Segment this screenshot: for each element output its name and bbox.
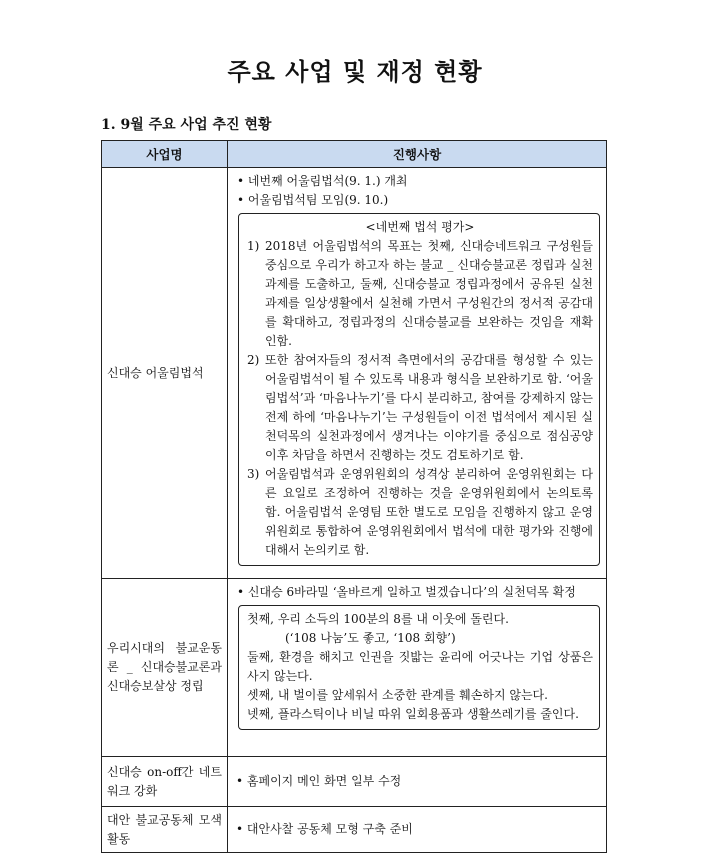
header-project-name: 사업명 <box>102 141 228 168</box>
item-number: 3) <box>247 467 260 481</box>
header-progress: 진행사항 <box>228 141 607 168</box>
item-number: 2) <box>247 353 260 367</box>
bullet-item: • 대안사찰 공동체 모형 구축 준비 <box>236 822 413 836</box>
bullet-item: • 네번째 어울림법석(9. 1.) 개최 <box>237 174 408 188</box>
item-text: 어울림법석과 운영위원회의 성격상 분리하여 운영위원회는 다른 요일로 조정하여 진행하는 것을 운영위원회에서 논의토록 함. 어울림법석 운영팀 또한 별도로 모임을 진행하지 않고 운영위원회로 통합하여 운영위원회에서 법석에 대한 평가와 진행에 대해서 논의키로 함. <box>265 467 593 557</box>
item-text: 2018년 어울림법석의 목표는 첫째, 신대승네트워크 구성원들 중심으로 우리가 하고자 하는 불교 _ 신대승불교론 정립과 실천과제를 도출하고, 둘째, 신대승불교 정립과정에서 공유된 실천과제를 일상생활에서 실천해 가면서 구성원간의 정서적 공감대를 확대하고, 정립과정의 신대승불교를 보완하는 것임을 재확인함. <box>265 239 593 348</box>
table-row <box>102 168 607 579</box>
evaluation-box <box>238 213 600 566</box>
table-row <box>102 579 607 757</box>
bullet-item: • 홈페이지 메인 화면 일부 수정 <box>236 774 402 788</box>
bullet-item: • 어울림법석팀 모임(9. 10.) <box>237 193 389 207</box>
progress-cell <box>228 579 607 757</box>
list-item <box>247 465 593 560</box>
practice-line: 셋째, 내 벌이를 앞세워서 소중한 관계를 훼손하지 않는다. <box>247 688 548 702</box>
practice-line: 둘째, 환경을 해치고 인권을 짓밟는 윤리에 어긋나는 기업 상품은 사지 않는다. <box>247 650 593 683</box>
project-table <box>101 140 607 853</box>
item-text: 또한 참여자들의 정서적 측면에서의 공감대를 형성할 수 있는 어울림법석이 될 수 있도록 내용과 형식을 보완하기로 함. ‘어울림법석’과 ‘마음나누기’를 다시 분리하고, 참여를 강제하지 않는 전제 하에 ‘마음나누기’는 구성원들이 이전 법석에서 제시된 실천덕목의 실천과정에서 생겨나는 이야기를 중심으로 점심공양 이후 차담을 하면서 진행하는 것도 검토하기로 함. <box>265 353 593 462</box>
item-number: 1) <box>247 239 260 253</box>
evaluation-box-title: <네번째 법석 평가> <box>365 220 475 234</box>
bullet-item: • 신대승 6바라밀 ‘올바르게 일하고 벌겠습니다’의 실천덕목 확정 <box>237 585 576 599</box>
progress-cell <box>228 168 607 579</box>
practice-line: 넷째, 플라스틱이나 비닐 따위 일회용품과 생활쓰레기를 줄인다. <box>247 707 579 721</box>
practice-line: (‘108 나눔’도 좋고, ‘108 회향’) <box>285 631 456 645</box>
practice-line: 첫째, 우리 소득의 100분의 8를 내 이웃에 돌린다. <box>247 612 509 626</box>
section-heading: 1. 9월 주요 사업 추진 현황 <box>101 117 272 133</box>
table-row <box>102 807 607 853</box>
progress-cell <box>228 807 607 853</box>
list-item <box>247 351 593 465</box>
project-name: 신대승 어울림법석 <box>102 168 228 579</box>
table-header-row <box>102 141 607 168</box>
list-item <box>247 237 593 351</box>
project-name: 대안 불교공동체 모색 활동 <box>102 807 228 853</box>
practice-box <box>238 605 600 730</box>
progress-cell <box>228 757 607 807</box>
table-row <box>102 757 607 807</box>
project-name: 우리시대의 불교운동론 _ 신대승불교론과 신대승보살상 정립 <box>102 579 228 757</box>
project-name: 신대승 on-off간 네트워크 강화 <box>102 757 228 807</box>
page-title: 주요 사업 및 재정 현황 <box>227 58 483 86</box>
